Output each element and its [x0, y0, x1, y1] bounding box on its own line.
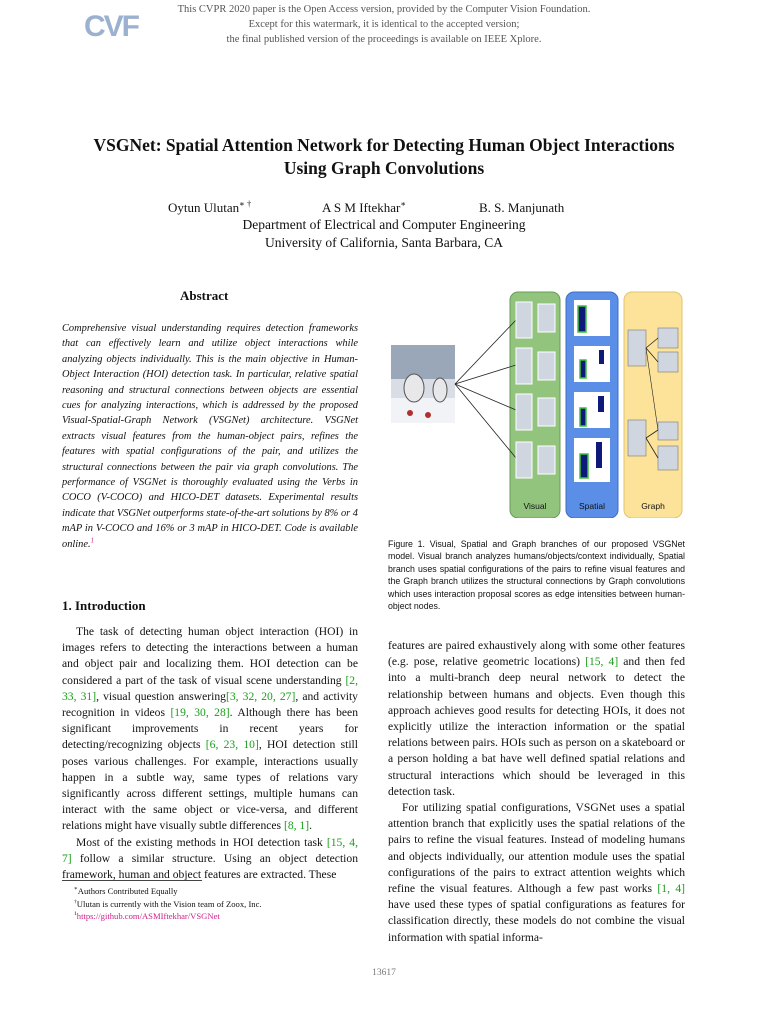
figure-caption: Figure 1. Visual, Spatial and Graph branches of our proposed VSGNet model. Visual branch analyzes humans/objects/context individually, Spatial branch uses spatial configurations of the pairs to refine visual features and the Graph branch utilizes the structural connections by Graph convolutions which uses interaction proposal scores as edge intensities between human-object nodes. — [388, 539, 685, 612]
footnote-rule — [62, 880, 202, 881]
branch-connectors — [455, 320, 516, 458]
section-heading: 1. Introduction — [62, 598, 146, 613]
paragraph: For utilizing spatial configurations, VSGNet uses a spatial attention branch that explicitly uses the spatial relations of the pairs to refine the visual features. Instead of modeling humans and objects individually, our attention module uses the spatial configurations of the pairs to extract attention weights which refine the visual features. Although a few past works [1, 4] have used these types of spatial configurations as features for classification directly, these models do not combine the visual information with spatial informa- — [388, 801, 685, 944]
citation-link[interactable]: [1, 4] — [657, 882, 685, 896]
abstract-heading: Abstract — [180, 288, 229, 303]
watermark-line: This CVPR 2020 paper is the Open Access version, provided by the Computer Vision Foundation. — [177, 4, 591, 15]
paragraph: Most of the existing methods in HOI detection task [15, 4, 7] follow a similar structure. Using an object detection framework, human and object features are extracted. These — [62, 835, 358, 882]
watermark-line: Except for this watermark, it is identical to the accepted version; — [248, 19, 520, 30]
paragraph: features are paired exhaustively along with some other features (e.g. pose, relative geometric locations) [15, 4] and then fed into a multi-branch deep neural network to detect the relationship between humans and objects. Even though this approach achieves good results for detecting HOIs, it does not explicitly utilize the interaction information or the spatial relations between pairs. HOIs such as person on a skateboard or a person holding a bat have well defined spatial relations and structural interactions which should be leveraged in this detection task. — [388, 639, 685, 798]
graph-branch-panel — [624, 292, 682, 518]
citation-link[interactable]: [3, 32, 20, 27] — [225, 689, 296, 703]
input-image — [391, 345, 455, 423]
citation-link[interactable]: [8, 1] — [283, 819, 310, 833]
spatial-label: Spatial — [579, 501, 605, 511]
graph-label: Graph — [641, 501, 665, 511]
watermark-line: the final published version of the proceedings is available on IEEE Xplore. — [226, 34, 542, 45]
citation-link[interactable]: [19, 30, 28] — [170, 706, 230, 720]
citation-link[interactable]: [15, 4, 7] — [62, 835, 358, 865]
svg-text:CVF: CVF — [84, 10, 138, 42]
paper-title — [40, 134, 728, 180]
footnote: ∗Authors Contributed Equally — [74, 886, 178, 896]
figure-vsgnet-branches — [388, 290, 684, 518]
visual-label: Visual — [523, 501, 547, 511]
citation-link[interactable]: [15, 4] — [585, 655, 619, 669]
citation-link[interactable]: [6, 23, 10] — [205, 738, 259, 752]
department: Department of Electrical and Computer Engineering — [242, 217, 526, 232]
citation-link[interactable]: [2, 33, 31] — [62, 673, 358, 703]
footnotes — [62, 885, 358, 923]
watermark-notice — [0, 2, 768, 47]
university: University of California, Santa Barbara, CA — [264, 235, 504, 250]
paragraph: The task of detecting human object interaction (HOI) in images refers to detecting the interactions between a human and object pair and localizing them. HOI detection can be considered a part of the task of visual scene understanding [2, 33, 31], visual question answering[3, 32, 20, 27], and activity recognition in videos [19, 30, 28]. Although there has been significant improvements in recent years for detecting/recognizing objects [6, 23, 10], HOI detection still poses various challenges. For example, interactions usually happen in a subtle way, same types of relations vary significantly across different settings, multiple humans can interact with the same object or vice-versa, and different relations might have visually subtle differences [8, 1]. — [62, 625, 358, 833]
author: B. S. Manjunath — [479, 200, 565, 215]
title-line: VSGNet: Spatial Attention Network for Detecting Human Object Interactions — [93, 135, 675, 155]
affiliation — [0, 216, 768, 252]
footnote: †Ulutan is currently with the Vision team of Zoox, Inc. — [74, 898, 262, 909]
footnote-ref[interactable]: 1 — [90, 537, 94, 545]
github-link[interactable]: https://github.com/ASMIftekhar/VSGNet — [76, 911, 220, 922]
column-right — [388, 638, 685, 946]
footnote: $^1$https://github.com/ASMIftekhar/VSGNet — [74, 911, 220, 922]
page-number: 13617 — [372, 968, 396, 978]
author: Oytun Ulutan∗ † — [168, 198, 252, 215]
column-left — [62, 624, 358, 883]
abstract-body: Comprehensive visual understanding requires detection frameworks that can effectively learn and utilize object interactions while analyzing objects individually. This is the main objective in Human-Object Interaction (HOI) detection task. In particular, relative spatial reasoning and structural connections between objects are essential cues for analyzing interactions, which is addressed by the proposed Visual-Spatial-Graph Network (VSGNet) architecture. VSGNet extracts visual features from the human-object pairs, refines the features with spatial configurations of the pair, and utilizes the structural connections between the pair via graph convolutions. The performance of VSGNet is thoroughly evaluated using the Verbs in COCO (V-COCO) and HICO-DET datasets. Experimental results indicate that VSGNet outperforms state-of-the-art solutions by 8% or 4 mAP in V-COCO and 16% or 3 mAP in HICO-DET. Code is available online.$^1$ — [62, 323, 358, 550]
author: A S M Iftekhar∗ — [322, 198, 407, 215]
title-line: Using Graph Convolutions — [283, 158, 485, 178]
